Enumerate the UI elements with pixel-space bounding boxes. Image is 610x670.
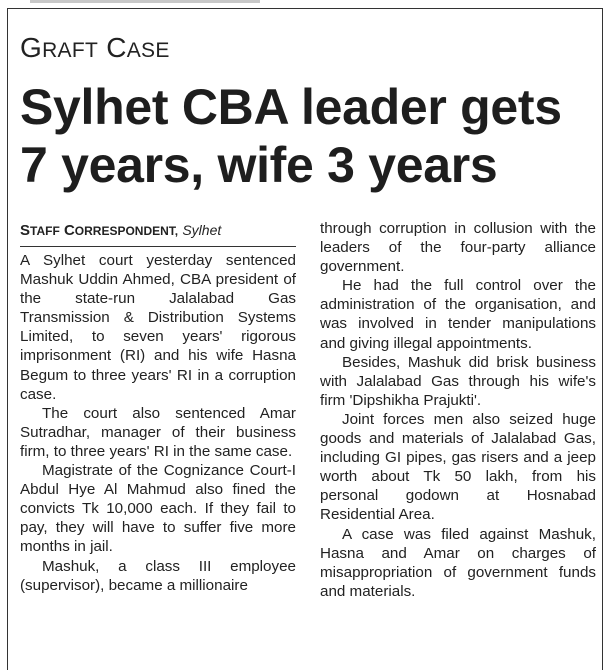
headline-line-1: Sylhet CBA leader gets [20,79,562,135]
body-paragraph: Mashuk, a class III employee (supervisor), became a millionaire [20,557,296,594]
article-body-left-column [20,251,296,595]
body-paragraph: The court also sentenced Amar Sutradhar, manager of their business firm, to three years' RI in the same case. [20,404,296,460]
body-paragraph: Joint forces men also seized huge goods and materials of Jalalabad Gas, including GI pipes, gas risers and a jeep worth about Tk 50 lakh, from his personal godown at Hosnabad Residential Area. [320,410,596,524]
byline-place: Sylhet [182,222,222,238]
article-body-right-column [320,219,596,601]
body-paragraph: A Sylhet court yesterday sentenced Mashuk Uddin Ahmed, CBA president of the state-run Jalalabad Gas Transmission & Distribution Systems Limited, to seven years' rigorous imprisonment (RI) and his wife Hasna Begum to three years' RI in a corruption case. [20,252,296,403]
top-edge-strip [30,0,260,3]
body-paragraph: Magistrate of the Cognizance Court-I Abdul Hye Al Mahmud also fined the convicts Tk 10,000 each. If they fail to pay, they will have to suffer five more months in jail. [20,462,296,556]
article-byline: STAFF CORRESPONDENT, Sylhet [20,222,222,239]
article-headline [20,78,600,194]
body-paragraph: He had the full control over the administration of the organisation, and was involved in tender manipulations and giving illegal appointments. [320,277,596,352]
headline-line-2: 7 years, wife 3 years [20,137,498,193]
body-paragraph: Besides, Mashuk did brisk business with Jalalabad Gas through his wife's firm 'Dipshikha Prajukti'. [320,353,596,409]
byline-divider [20,246,296,247]
body-paragraph: through corruption in collusion with the leaders of the four-party alliance government. [320,220,596,276]
body-paragraph: A case was filed against Mashuk, Hasna and Amar on charges of misappropriation of government funds and materials. [320,525,596,600]
article-kicker: GRAFT CASE [20,32,170,63]
